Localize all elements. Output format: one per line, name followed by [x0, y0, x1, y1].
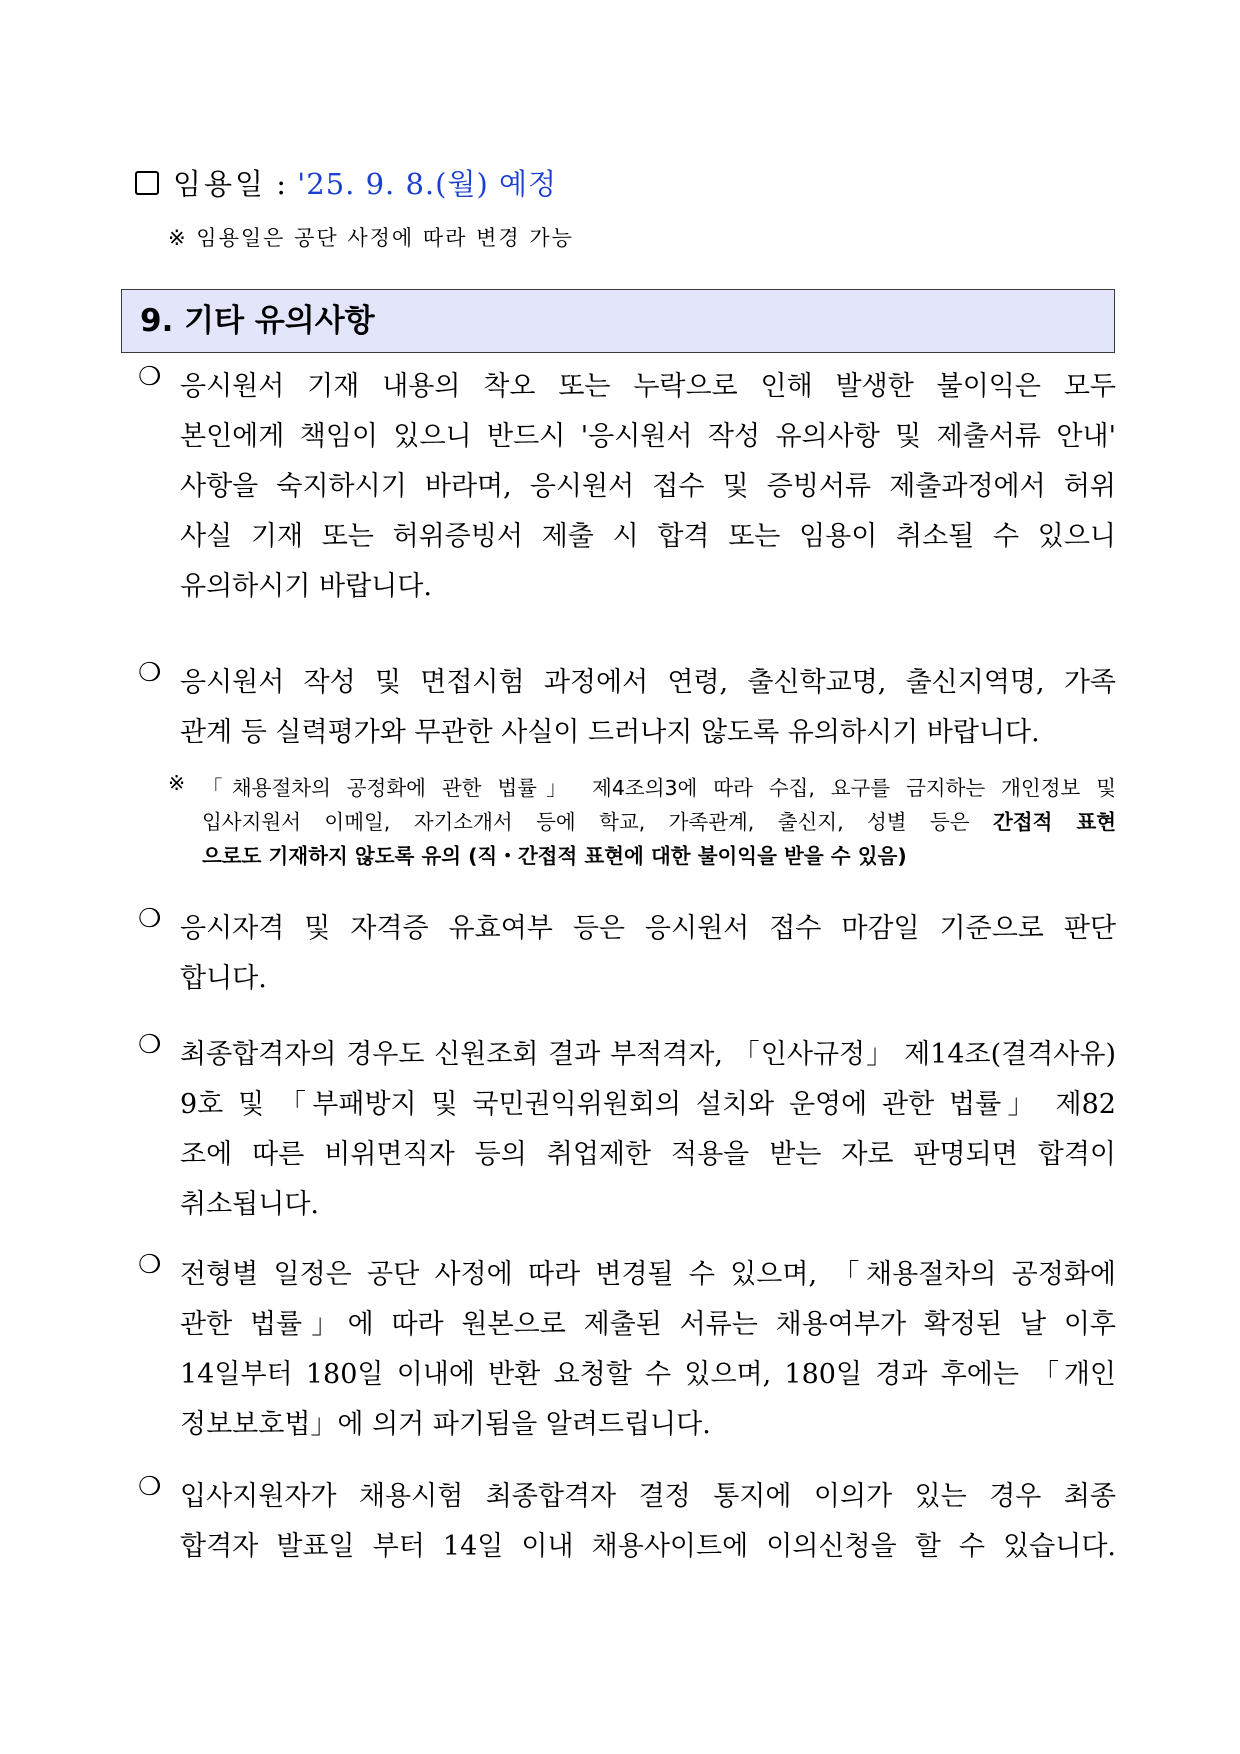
circle-bullet-icon: ❍ — [138, 1472, 162, 1502]
circle-bullet-icon: ❍ — [138, 1030, 162, 1060]
circle-bullet-icon: ❍ — [138, 658, 162, 688]
reference-mark-icon: ※ — [168, 226, 188, 250]
legal-note — [168, 771, 1116, 873]
notice-line: 입사지원자가 채용시험 최종합격자 결정 통지에 이의가 있는 경우 최종 — [180, 1481, 1116, 1512]
notice-line: 14일부터 180일 이내에 반환 요청할 수 있으며, 180일 경과 후에는 「개인 — [180, 1359, 1116, 1390]
notice-line: 합니다. — [180, 963, 267, 994]
notice-line: 전형별 일정은 공단 사정에 따라 변경될 수 있으며, 「채용절차의 공정화에 — [180, 1259, 1116, 1290]
reference-mark-icon: ※ — [168, 771, 186, 795]
notice-line: 응시원서 기재 내용의 착오 또는 누락으로 인해 발생한 불이익은 모두 — [180, 371, 1116, 402]
notice-line: 유의하시기 바랍니다. — [180, 571, 432, 602]
legal-note-line — [202, 839, 1116, 873]
notice-line: 최종합격자의 경우도 신원조회 결과 부적격자, 「인사규정」 제14조(결격사유) — [180, 1039, 1116, 1070]
legal-note-line: 「채용절차의 공정화에 관한 법률」 제4조의3에 따라 수집, 요구를 금지하는 개인정보 및 — [202, 776, 1116, 800]
section-title: 9. 기타 유의사항 — [140, 303, 375, 339]
circle-bullet-icon: ❍ — [138, 362, 162, 392]
legal-note-text: 입사지원서 이메일, 자기소개서 등에 학교, 가족관계, 출신지, 성별 등은 — [202, 810, 993, 834]
notice-line: 정보보호법」에 의거 파기됨을 알려드립니다. — [180, 1409, 711, 1440]
legal-note-emphasis: 으로도 기재하지 않도록 유의 (직・간접적 표현에 대한 불이익을 받을 수 있음) — [202, 844, 907, 868]
appointment-separator: : — [266, 167, 298, 201]
notice-item — [138, 362, 1116, 612]
section-header — [121, 289, 1115, 353]
notice-line: 응시자격 및 자격증 유효여부 등은 응시원서 접수 마감일 기준으로 판단 — [180, 913, 1116, 944]
appointment-note — [168, 222, 574, 252]
notice-line: 합격자 발표일 부터 14일 이내 채용사이트에 이의신청을 할 수 있습니다. — [180, 1531, 1116, 1562]
notice-line: 취소됩니다. — [180, 1189, 319, 1220]
notice-line: 9호 및 「부패방지 및 국민권익위원회의 설치와 운영에 관한 법률」 제82 — [180, 1089, 1116, 1120]
notice-line: 관계 등 실력평가와 무관한 사실이 드러나지 않도록 유의하시기 바랍니다. — [180, 717, 1040, 748]
legal-note-emphasis: 간접적 표현 — [992, 810, 1117, 834]
notice-line: 사항을 숙지하시기 바라며, 응시원서 접수 및 증빙서류 제출과정에서 허위 — [180, 471, 1116, 502]
appointment-date: '25. 9. 8.(월) 예정 — [297, 167, 558, 201]
circle-bullet-icon: ❍ — [138, 1250, 162, 1280]
notice-line: 본인에게 책임이 있으니 반드시 '응시원서 작성 유의사항 및 제출서류 안내' — [180, 421, 1116, 452]
notice-line: 관한 법률」에 따라 원본으로 제출된 서류는 채용여부가 확정된 날 이후 — [180, 1309, 1116, 1340]
notice-line: 사실 기재 또는 허위증빙서 제출 시 합격 또는 임용이 취소될 수 있으니 — [180, 521, 1116, 552]
appointment-note-text: 임용일은 공단 사정에 따라 변경 가능 — [196, 226, 574, 250]
appointment-label: 임용일 — [173, 167, 267, 201]
notice-line: 조에 따른 비위면직자 등의 취업제한 적용을 받는 자로 판명되면 합격이 — [180, 1139, 1116, 1170]
notice-item — [138, 1472, 1116, 1572]
legal-note-line — [202, 805, 1116, 839]
checkbox-square-icon — [135, 171, 159, 195]
notice-item — [138, 904, 1116, 1004]
circle-bullet-icon: ❍ — [138, 904, 162, 934]
notice-line: 응시원서 작성 및 면접시험 과정에서 연령, 출신학교명, 출신지역명, 가족 — [180, 667, 1116, 698]
notice-item — [138, 1250, 1116, 1450]
notice-item — [138, 1030, 1116, 1230]
notice-item — [138, 658, 1116, 758]
appointment-line — [135, 162, 557, 203]
